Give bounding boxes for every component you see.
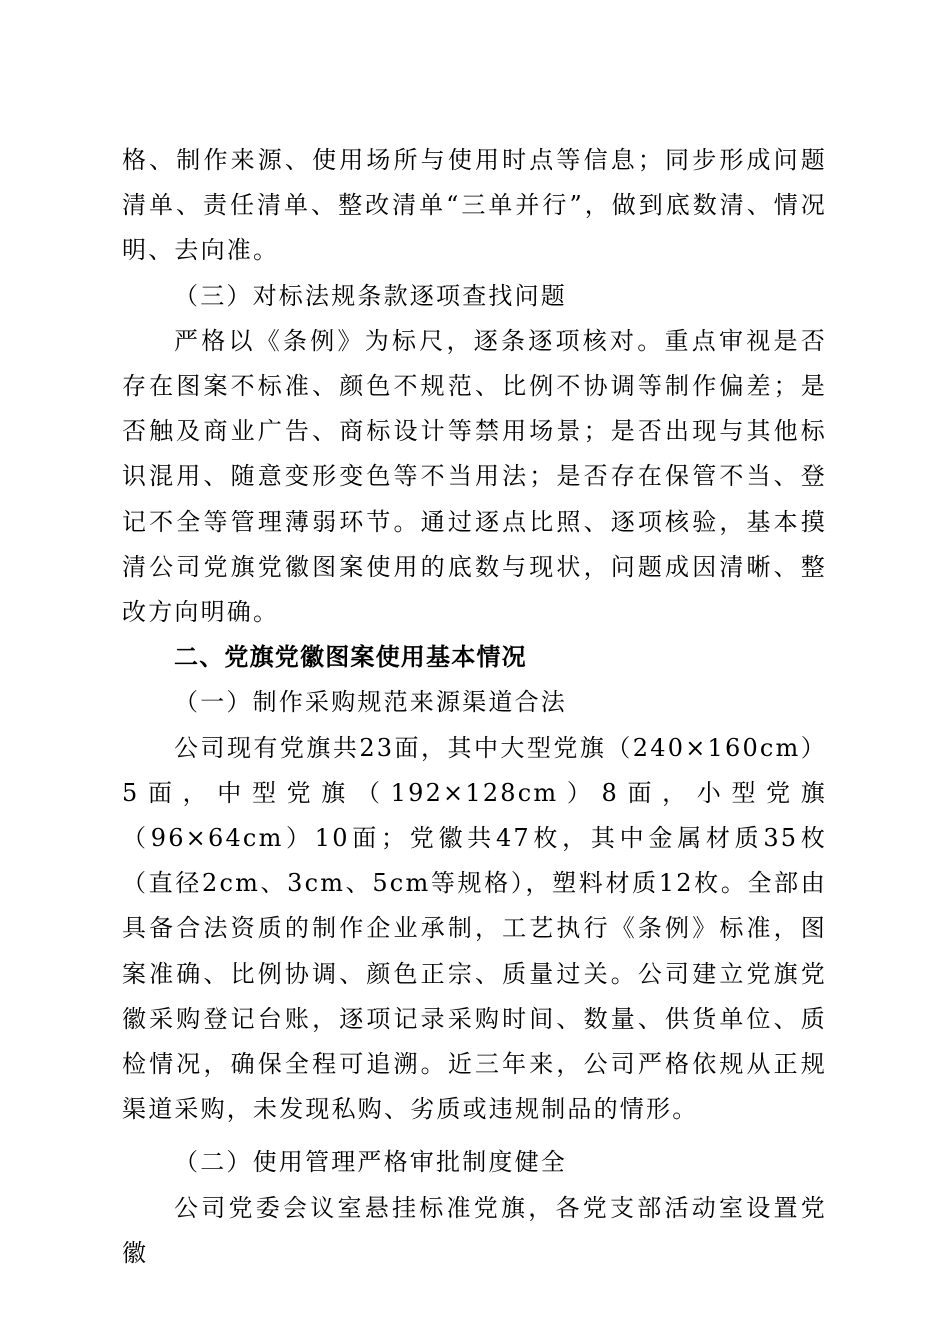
sub-heading-3: （三）对标法规条款逐项查找问题 <box>174 281 567 310</box>
section-heading-2: 二、党旗党徽图案使用基本情况 <box>174 643 527 672</box>
paragraph-procurement: 公司现有党旗共23面，其中大型党旗（240×160cm）5面，中型党旗（192×128cm）8面，小型党旗（96×64cm）10面；党徽共47枚，其中金属材质35枚（直径2cm、3cm、5cm等规格），塑料材质12枚。全部由具备合法资质的制作企业承制，工艺执行《条例》标准，图案准确、比例协调、颜色正宗、质量过关。公司建立党旗党徽采购登记台账，逐项记录采购时间、数量、供货单位、质检情况，确保全程可追溯。近三年来，公司严格依规从正规渠道采购，未发现私购、劣质或违规制品的情形。 <box>122 733 827 1124</box>
sub-heading-1: （一）制作采购规范来源渠道合法 <box>174 688 567 717</box>
paragraph-continued: 格、制作来源、使用场所与使用时点等信息；同步形成问题清单、责任清单、整改清单“三单并行”，做到底数清、情况明、去向准。 <box>122 146 827 265</box>
sub-heading-2: （二）使用管理严格审批制度健全 <box>174 1148 567 1177</box>
paragraph-check-issues: 严格以《条例》为标尺，逐条逐项核对。重点审视是否存在图案不标准、颜色不规范、比例不协调等制作偏差；是否触及商业广告、商标设计等禁用场景；是否出现与其他标识混用、随意变形变色等不当用法；是否存在保管不当、登记不全等管理薄弱环节。通过逐点比照、逐项核验，基本摸清公司党旗党徽图案使用的底数与现状，问题成因清晰、整改方向明确。 <box>122 326 827 627</box>
paragraph-usage-management: 公司党委会议室悬挂标准党旗，各党支部活动室设置党徽 <box>122 1193 827 1267</box>
document-body <box>122 138 827 1276</box>
